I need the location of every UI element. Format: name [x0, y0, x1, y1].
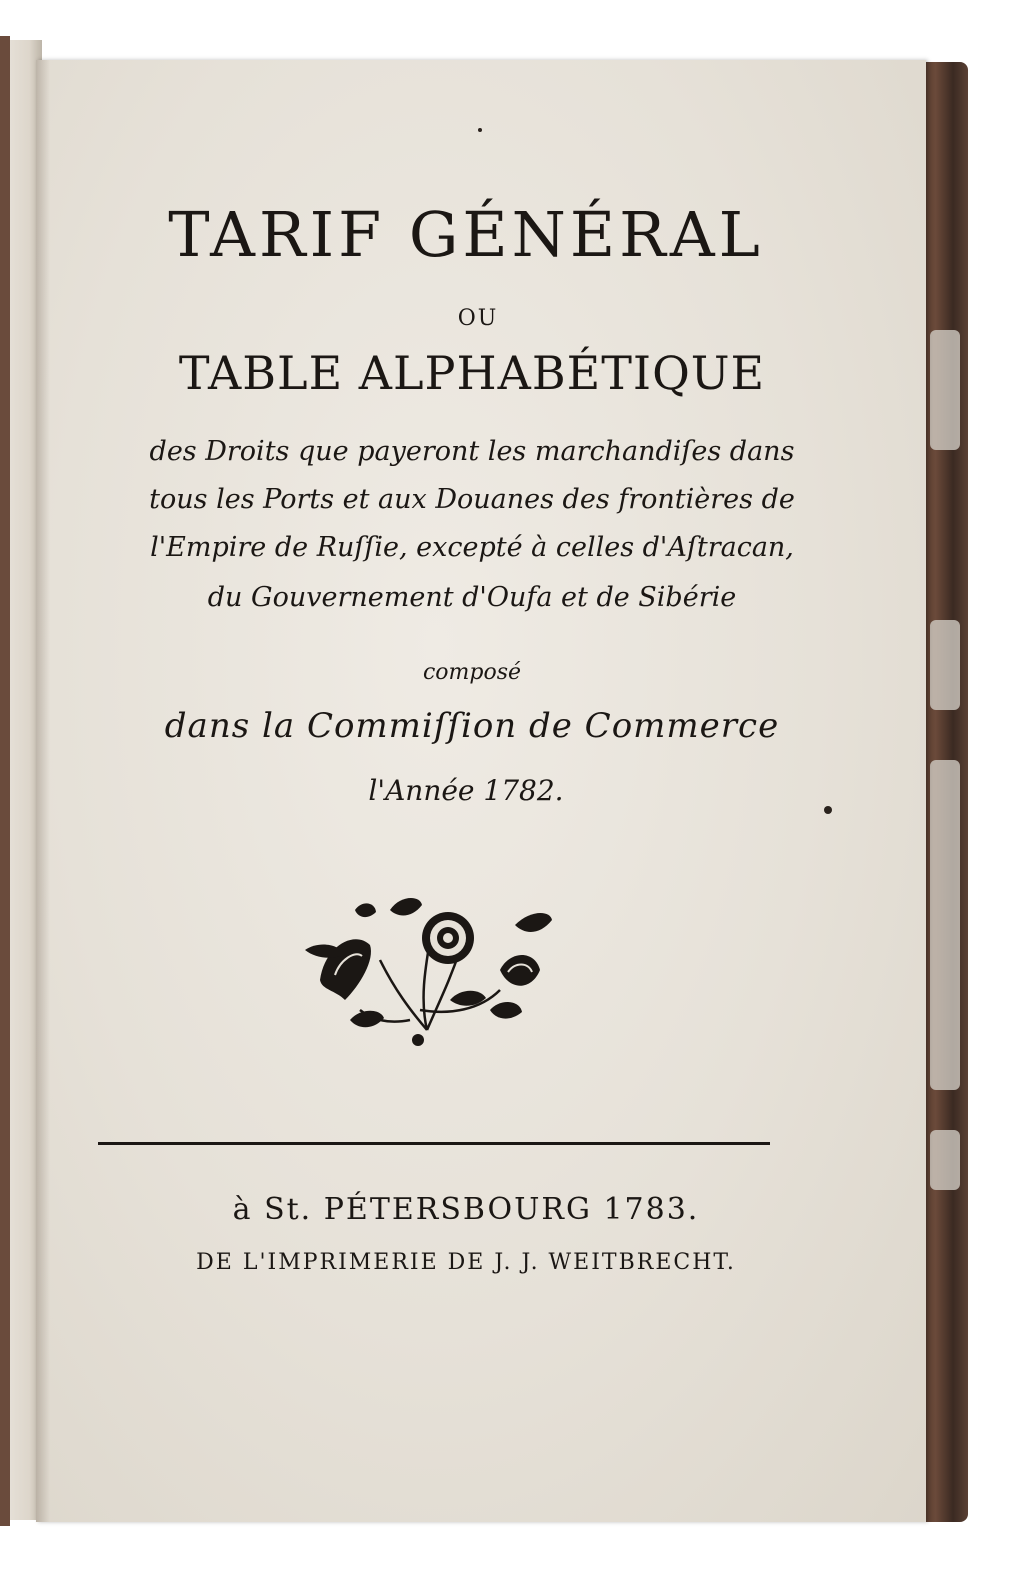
paper-speck — [824, 806, 832, 814]
binding-wear — [930, 760, 960, 1090]
description-line: l'Empire de Ruſſie, excepté à celles d'Aſtracan, — [150, 532, 794, 563]
commission-line: dans la Commiſſion de Commerce — [164, 706, 780, 746]
main-title: TARIF GÉNÉRAL — [168, 198, 764, 271]
description-line: des Droits que payeront les marchandiſes dans — [149, 436, 795, 467]
horizontal-rule — [98, 1142, 770, 1145]
year-line: l'Année 1782. — [368, 774, 564, 807]
paper-speck — [478, 128, 482, 132]
compose-label: composé — [422, 660, 522, 685]
binding-wear — [930, 1130, 960, 1190]
description-line: du Gouvernement d'Oufa et de Sibérie — [207, 582, 737, 613]
floral-vignette-icon — [300, 890, 554, 1050]
imprint-place-date: à St. PÉTERSBOURG 1783. — [232, 1192, 700, 1227]
subtitle: TABLE ALPHABÉTIQUE — [178, 346, 766, 400]
description-line: tous les Ports et aux Douanes des frontières de — [149, 484, 795, 515]
imprint-printer: DE L'IMPRIMERIE DE J. J. WEITBRECHT. — [196, 1250, 736, 1275]
title-connector: OU — [457, 306, 499, 331]
